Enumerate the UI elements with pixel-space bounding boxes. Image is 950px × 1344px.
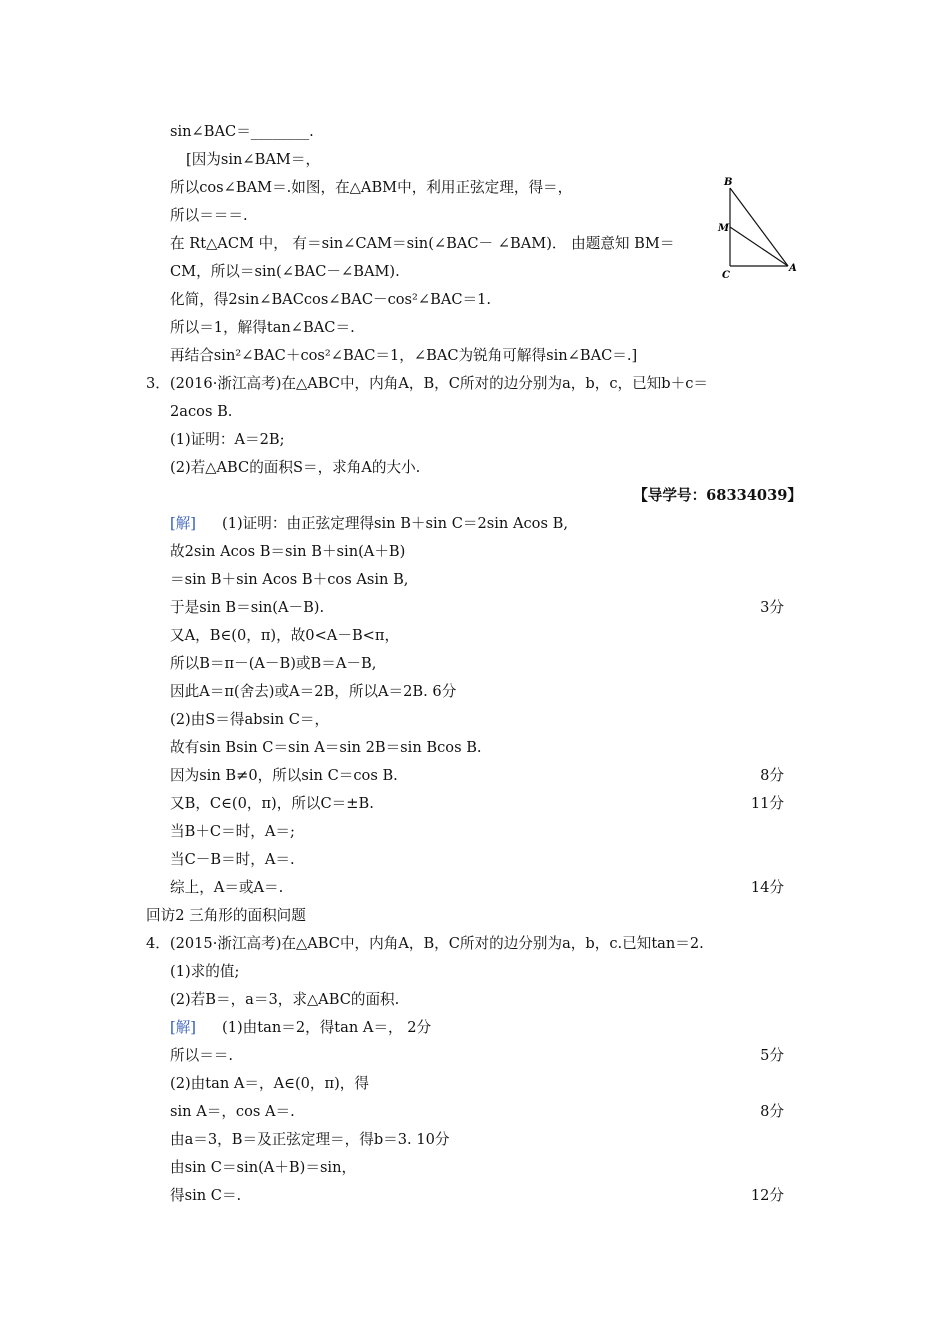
text-line: 当B＋C＝时，A＝;: [170, 823, 295, 840]
score-mark: 8分: [760, 1103, 784, 1120]
text-line: 2acos B.: [170, 403, 233, 420]
text-line: CM，所以＝sin(∠BAC－∠BAM).: [170, 263, 400, 280]
text-line: 化简，得2sin∠BACcos∠BAC－cos²∠BAC＝1.: [170, 291, 492, 308]
text-line: 所以B＝π－(A－B)或B＝A－B,: [170, 655, 377, 672]
text-line: 于是sin B＝sin(A－B).: [170, 599, 325, 616]
score-mark: 11分: [750, 795, 784, 812]
label-a: A: [789, 263, 797, 274]
text-line: 所以cos∠BAM＝.如图，在△ABM中，利用正弦定理，得＝，: [170, 179, 573, 196]
text-line: 由sin C＝sin(A＋B)＝sin，: [170, 1159, 357, 1176]
text-line: (1)求的值;: [170, 963, 240, 980]
triangle-figure: [712, 172, 808, 282]
text-line: 由a＝3，B＝及正弦定理＝，得b＝3. 10分: [170, 1131, 450, 1148]
score-mark: 3分: [760, 599, 784, 616]
text-line: [因为sin∠BAM＝，: [186, 151, 321, 168]
score-mark: 5分: [760, 1047, 784, 1064]
text-line: sin∠BAC＝________.: [170, 123, 314, 140]
text-line: 故有sin Bsin C＝sin A＝sin 2B＝sin Bcos B.: [170, 739, 482, 756]
label-b: B: [724, 177, 733, 188]
text-line: 所以＝1，解得tan∠BAC＝.: [170, 319, 355, 336]
text-line: 所以＝＝.: [170, 1047, 234, 1064]
section-heading: 回访2 三角形的面积问题: [146, 907, 306, 924]
text-line: 因此A＝π(舍去)或A＝2B，所以A＝2B. 6分: [170, 683, 457, 700]
text-line: 再结合sin²∠BAC＋cos²∠BAC＝1，∠BAC为锐角可解得sin∠BAC＝.]: [170, 347, 638, 364]
text-line: 又A，B∈(0，π)，故0<A－B<π，: [170, 627, 400, 644]
label-m: M: [718, 223, 730, 234]
solution-tag: [解]: [170, 1019, 196, 1036]
score-mark: 12分: [750, 1187, 784, 1204]
text-line: (2)若B＝，a＝3，求△ABC的面积.: [170, 991, 400, 1008]
text-line: (2)由S＝得absin C＝，: [170, 711, 330, 728]
text-line: 综上，A＝或A＝.: [170, 879, 284, 896]
text-line: 得sin C＝.: [170, 1187, 242, 1204]
label-c: C: [722, 270, 730, 281]
text-line: 又B，C∈(0，π)，所以C＝±B.: [170, 795, 374, 812]
text-line: 当C－B＝时，A＝.: [170, 851, 295, 868]
score-mark: 8分: [760, 767, 784, 784]
text-line: (1)由tan＝2，得tan A＝， 2分: [222, 1019, 432, 1036]
text-line: sin A＝，cos A＝.: [170, 1103, 295, 1120]
text-line: ＝sin B＋sin Acos B＋cos Asin B,: [170, 571, 409, 588]
text-line: (1)证明：A＝2B;: [170, 431, 285, 448]
text-line: 因为sin B≠0，所以sin C＝cos B.: [170, 767, 398, 784]
text-line: (1)证明：由正弦定理得sin B＋sin C＝2sin Acos B,: [222, 515, 568, 532]
text-line: 在 Rt△ACM 中， 有＝sin∠CAM＝sin(∠BAC－ ∠BAM)． 由题意知 BM＝: [170, 235, 675, 252]
text-line: (2)由tan A＝，A∈(0，π)，得: [170, 1075, 369, 1092]
text-line: 故2sin Acos B＝sin B＋sin(A＋B): [170, 543, 406, 560]
guide-number: 【导学号：68334039】: [633, 487, 802, 504]
problem-3: 3．(2016·浙江高考)在△ABC中，内角A，B，C所对的边分别为a，b，c，已知b＋c＝: [146, 375, 708, 392]
problem-4: 4．(2015·浙江高考)在△ABC中，内角A，B，C所对的边分别为a，b，c.已知tan＝2.: [146, 935, 704, 952]
text-line: (2)若△ABC的面积S＝，求角A的大小.: [170, 459, 421, 476]
score-mark: 14分: [750, 879, 784, 896]
text-line: 所以＝＝＝.: [170, 207, 248, 224]
solution-tag: [解]: [170, 515, 196, 532]
